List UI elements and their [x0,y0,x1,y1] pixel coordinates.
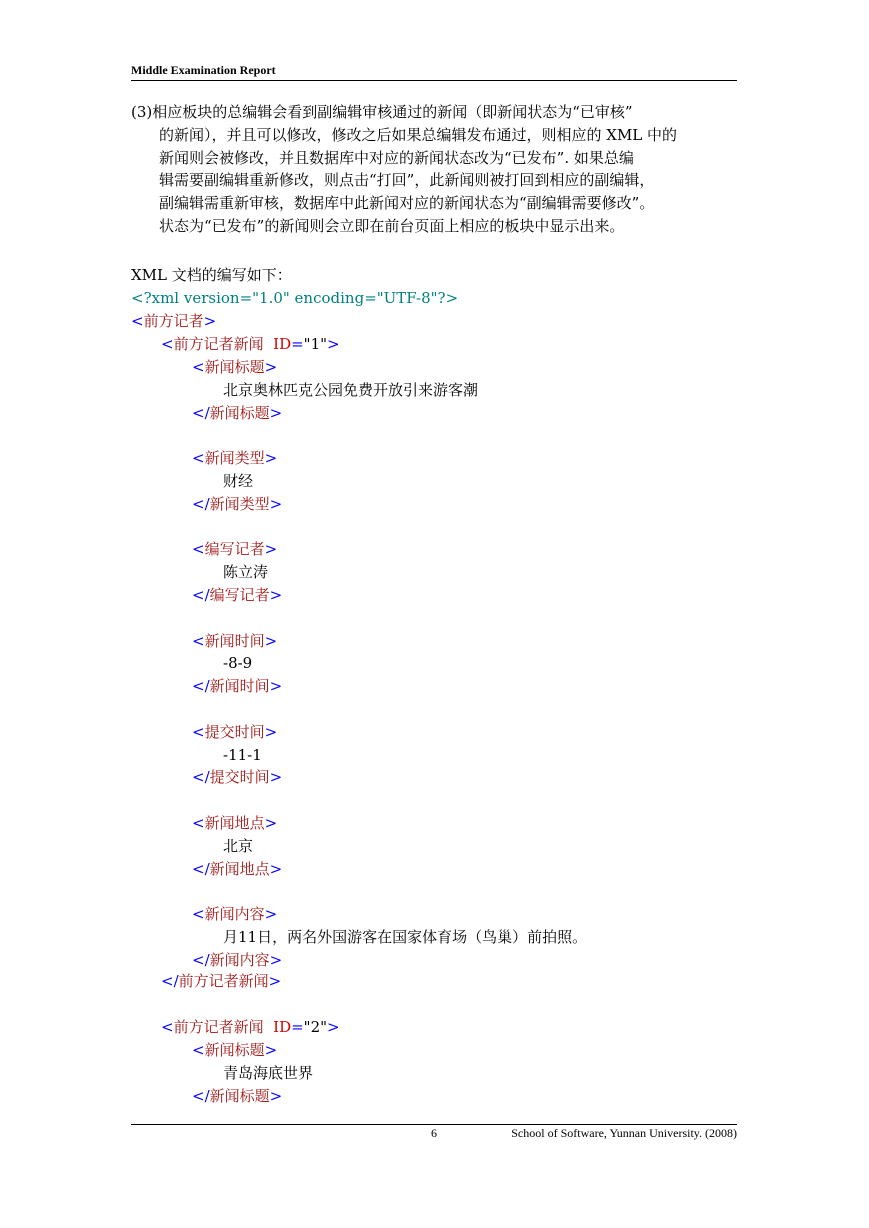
field-value: 北京奥林匹克公园免费开放引来游客潮 [223,380,479,399]
field-close-tag: </新闻标题> [192,403,283,422]
news-open-tag: <前方记者新闻 ID="2"> [161,1018,340,1036]
field-close-tag: </新闻标题> [192,1086,283,1105]
field-open-tag: <新闻标题> [192,358,278,376]
field-close-tag: </编写记者> [192,586,283,604]
field-open-tag: <新闻类型> [192,449,278,468]
field-open-tag: <新闻标题> [192,1041,278,1059]
description-paragraph [131,101,741,238]
root-open-tag: <前方记者> [131,312,217,330]
field-value: 青岛海底世界 [223,1063,314,1082]
field-close-tag: </新闻时间> [192,677,283,696]
news-open-tag: <前方记者新闻 ID="1"> [161,335,340,353]
field-open-tag: <新闻时间> [192,631,278,650]
field-value: -11-1 [223,745,262,764]
page-footer [131,1124,737,1145]
footer-school: School of Software, Yunnan University. (2008) [511,1126,737,1140]
page-header [131,62,737,81]
paragraph-line: 辑需要副编辑重新修改，则点击“打回”，此新闻则被打回到相应的副编辑， [159,171,655,190]
field-value: -8-9 [223,654,253,673]
page-number: 6 [431,1126,437,1140]
field-value: 财经 [223,472,254,490]
paragraph-line: (3)相应板块的总编辑会看到副编辑审核通过的新闻（即新闻状态为“已审核” [131,103,633,121]
field-open-tag: <新闻地点> [192,814,278,832]
field-close-tag: </新闻地点> [192,859,283,878]
field-value: 陈立涛 [223,563,269,582]
paragraph-line: 新闻则会被修改，并且数据库中对应的新闻状态改为“已发布”. 如果总编 [159,148,634,167]
news-close-tag: </前方记者新闻> [161,972,282,990]
field-open-tag: <提交时间> [192,722,278,741]
field-close-tag: </提交时间> [192,768,283,787]
field-open-tag: <编写记者> [192,540,278,559]
field-open-tag: <新闻内容> [192,905,278,924]
field-value: 北京 [223,836,254,855]
paragraph-line: 状态为“已发布”的新闻则会立即在前台页面上相应的板块中显示出来。 [159,216,625,235]
field-close-tag: </新闻内容> [192,950,283,969]
paragraph-line: 副编辑需重新审核，数据库中此新闻对应的新闻状态为“副编辑需要修改”。 [159,194,655,213]
xml-declaration: <?xml version="1.0" encoding="UTF-8"?> [131,289,459,307]
report-title: Middle Examination Report [131,63,276,77]
paragraph-line: 的新闻），并且可以修改，修改之后如果总编辑发布通过，则相应的 XML 中的 [159,125,678,144]
xml-intro: XML 文档的编写如下： [131,266,292,284]
field-close-tag: </新闻类型> [192,494,283,513]
field-value: 月11日，两名外国游客在国家体育场（鸟巢）前拍照。 [223,928,588,946]
